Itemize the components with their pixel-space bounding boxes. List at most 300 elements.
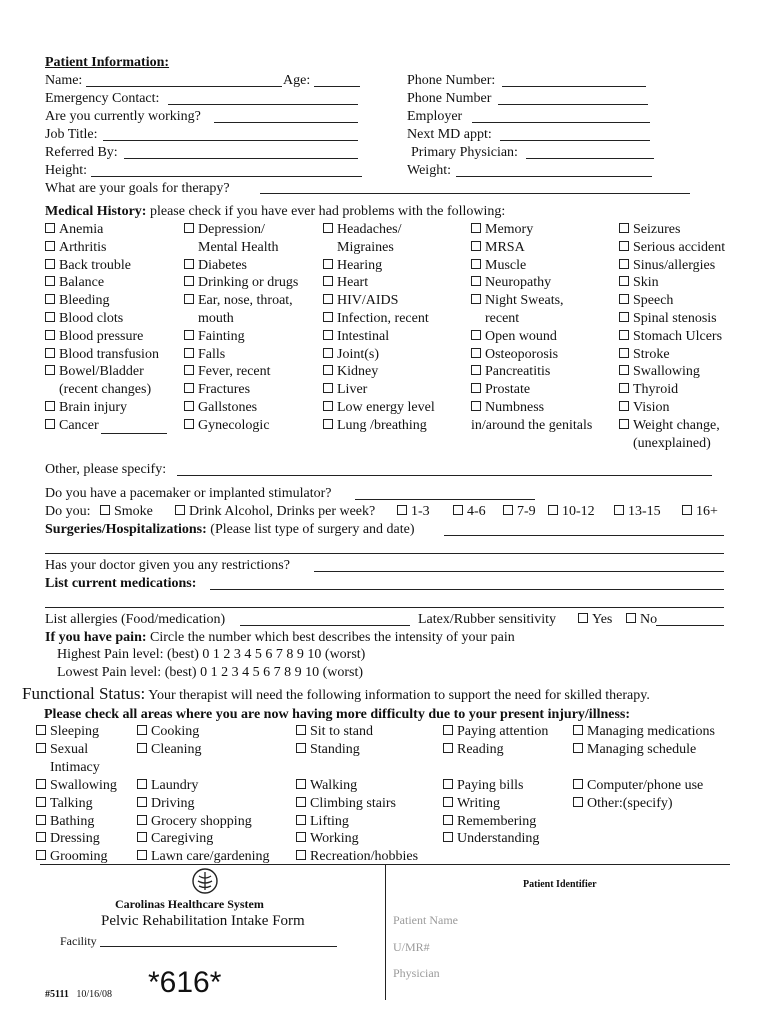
height-label: Height:	[45, 163, 87, 178]
mh-condition-label: Kidney	[337, 364, 379, 380]
patient-identifier-label: Patient Identifier	[523, 879, 597, 890]
mh-condition-checkbox[interactable]	[184, 348, 194, 358]
mh-condition-checkbox[interactable]	[323, 365, 333, 375]
mh-condition-checkbox[interactable]	[184, 259, 194, 269]
mh-condition-item[interactable]	[323, 292, 398, 309]
mh-condition-label: Pancreatitis	[485, 364, 551, 380]
goals-field[interactable]	[260, 193, 690, 194]
mh-condition-item[interactable]	[184, 381, 250, 398]
restrictions-label: Has your doctor given you any restrictions?	[45, 558, 290, 573]
fs-activity-checkbox[interactable]	[296, 725, 306, 735]
mh-condition-checkbox[interactable]	[45, 401, 55, 411]
mh-condition-checkbox[interactable]	[471, 241, 481, 251]
drinks-option[interactable]	[397, 503, 430, 520]
smoke-checkbox[interactable]	[100, 505, 110, 515]
mh-condition-checkbox[interactable]	[619, 276, 629, 286]
next-md-field[interactable]	[500, 140, 650, 141]
fs-activity-label: Talking	[50, 795, 93, 811]
latex-yes-checkbox[interactable]	[578, 613, 588, 623]
fs-activity-checkbox[interactable]	[296, 779, 306, 789]
fs-activity-checkbox[interactable]	[36, 779, 46, 789]
mh-condition-item[interactable]	[184, 221, 265, 238]
fs-activity-label: Laundry	[151, 777, 199, 793]
fs-activity-item[interactable]	[296, 777, 357, 794]
mh-condition-item[interactable]	[45, 346, 159, 363]
surgeries-field-2[interactable]	[45, 553, 724, 554]
mh-condition-item[interactable]	[619, 292, 673, 309]
drink-checkbox[interactable]	[175, 505, 185, 515]
fs-activity-label: Sleeping	[50, 724, 99, 739]
mh-condition-item[interactable]	[184, 399, 257, 416]
fs-activity-checkbox[interactable]	[137, 797, 147, 807]
mh-condition-label: Thyroid	[633, 382, 679, 398]
mh-condition-checkbox[interactable]	[619, 348, 629, 358]
mh-condition-item[interactable]	[619, 310, 717, 327]
fs-activity-item[interactable]	[573, 741, 696, 758]
drinks-option-label: 10-12	[562, 504, 595, 519]
mh-condition-checkbox[interactable]	[619, 419, 629, 429]
fs-activity-checkbox[interactable]	[36, 743, 46, 753]
mh-condition-item[interactable]	[323, 328, 389, 345]
fs-activity-item[interactable]	[443, 741, 504, 758]
mh-condition-checkbox[interactable]	[471, 330, 481, 340]
mh-condition-label: Blood pressure	[59, 328, 144, 344]
mh-condition-item[interactable]	[471, 399, 544, 416]
mh-condition-item[interactable]	[184, 328, 245, 345]
mh-condition-item[interactable]	[471, 328, 557, 345]
fs-activity-item[interactable]	[36, 813, 94, 830]
mh-condition-checkbox[interactable]	[184, 419, 194, 429]
restrictions-field[interactable]	[314, 571, 724, 572]
mh-condition-item[interactable]	[619, 399, 670, 416]
org-name: Carolinas Healthcare System	[115, 897, 264, 911]
physician-label: Physician	[393, 966, 440, 980]
fs-activity-label: Lawn care/gardening	[151, 849, 270, 865]
emergency-contact-field[interactable]	[168, 104, 358, 105]
drinks-option-label: 13-15	[628, 504, 661, 519]
mh-condition-item[interactable]	[45, 257, 131, 274]
mh-condition-checkbox[interactable]	[323, 383, 333, 393]
mh-condition-checkbox[interactable]	[45, 241, 55, 251]
fs-activity-item[interactable]	[296, 723, 373, 740]
form-number	[45, 986, 112, 1003]
fs-activity-checkbox[interactable]	[443, 725, 453, 735]
functional-heading-row: Functional Status: Your therapist will need the following information to support the need for skilled therapy.	[22, 684, 650, 703]
mh-condition-label: Osteoporosis	[485, 346, 559, 362]
fs-activity-checkbox[interactable]	[137, 779, 147, 789]
fs-activity-label: Climbing stairs	[310, 795, 396, 811]
fs-activity-checkbox[interactable]	[137, 850, 147, 860]
mh-condition-item[interactable]	[619, 221, 680, 238]
mh-condition-item[interactable]	[184, 292, 293, 309]
mh-condition-checkbox[interactable]	[45, 312, 55, 322]
mh-condition-checkbox[interactable]	[45, 223, 55, 233]
phone2-field[interactable]	[498, 104, 648, 105]
fs-activity-label: Cooking	[151, 724, 200, 739]
mh-condition-label: Blood clots	[59, 311, 124, 326]
mh-condition-item[interactable]	[45, 221, 103, 238]
mh-condition-item[interactable]	[323, 346, 379, 363]
fs-activity-item[interactable]	[573, 795, 673, 812]
mh-condition-checkbox[interactable]	[323, 419, 333, 429]
drinks-checkbox[interactable]	[682, 505, 692, 515]
fs-activity-label: Managing schedule	[587, 741, 697, 757]
fs-activity-item[interactable]	[573, 723, 715, 740]
mh-condition-checkbox[interactable]	[45, 330, 55, 340]
mh-condition-item[interactable]	[323, 381, 367, 398]
drinks-option-label: 7-9	[517, 504, 536, 519]
fs-activity-checkbox[interactable]	[137, 832, 147, 842]
mh-condition-label: Spinal stenosis	[633, 311, 717, 326]
mh-condition-item[interactable]	[471, 346, 558, 363]
mh-condition-label: Prostate	[485, 382, 531, 398]
fs-activity-item[interactable]	[36, 848, 108, 865]
mh-condition-label: Speech	[633, 293, 674, 309]
fs-activity-label: Swallowing	[50, 777, 117, 793]
mh-condition-item[interactable]	[471, 239, 525, 256]
fs-activity-checkbox[interactable]	[573, 779, 583, 789]
latex-no[interactable]	[626, 611, 657, 628]
facility-label: Facility	[60, 934, 97, 948]
mh-condition-checkbox[interactable]	[45, 294, 55, 304]
mh-condition-item[interactable]	[184, 346, 225, 363]
name-field[interactable]	[86, 86, 282, 87]
mh-condition-checkbox[interactable]	[619, 383, 629, 393]
mh-condition-item[interactable]	[184, 363, 271, 380]
fs-activity-item	[50, 759, 100, 776]
mh-condition-item[interactable]	[45, 363, 144, 380]
mh-condition-checkbox[interactable]	[471, 259, 481, 269]
fs-activity-checkbox[interactable]	[573, 743, 583, 753]
mh-condition-label: Lung /breathing	[337, 417, 427, 433]
fs-activity-label: Recreation/hobbies	[310, 849, 419, 865]
latex-yes[interactable]	[578, 611, 612, 628]
mh-condition-label: Drinking or drugs	[198, 275, 299, 291]
mh-condition-item[interactable]	[619, 346, 670, 363]
fs-activity-checkbox[interactable]	[573, 797, 583, 807]
employer-field[interactable]	[472, 122, 650, 123]
fs-activity-checkbox[interactable]	[137, 743, 147, 753]
lowest-pain-scale[interactable]: Lowest Pain level: (best) 0 1 2 3 4 5 6 7 8 9 10 (worst)	[57, 665, 364, 680]
mh-condition-checkbox[interactable]	[323, 330, 333, 340]
mh-condition-label: Mental Health	[198, 239, 279, 255]
mh-condition-item[interactable]	[471, 221, 533, 238]
fs-activity-checkbox[interactable]	[137, 815, 147, 825]
age-field[interactable]	[314, 86, 360, 87]
mh-condition-item[interactable]	[184, 274, 298, 291]
mh-condition-item[interactable]	[45, 328, 143, 345]
fs-activity-checkbox[interactable]	[36, 832, 46, 842]
fs-activity-checkbox[interactable]	[296, 797, 306, 807]
mh-condition-checkbox[interactable]	[619, 312, 629, 322]
fs-activity-checkbox[interactable]	[36, 797, 46, 807]
mh-condition-label: Cancer	[59, 417, 99, 433]
mh-condition-label: Brain injury	[59, 400, 128, 415]
mh-condition-checkbox[interactable]	[45, 259, 55, 269]
mh-condition-item[interactable]	[45, 310, 123, 327]
height-field[interactable]	[91, 176, 362, 177]
mh-condition-checkbox[interactable]	[471, 348, 481, 358]
fs-activity-checkbox[interactable]	[36, 815, 46, 825]
functional-intro: Your therapist will need the following information to support the need for skilled therapy.	[148, 688, 650, 703]
fs-activity-item[interactable]	[137, 795, 195, 812]
fs-activity-item[interactable]	[443, 813, 536, 830]
mh-condition-item[interactable]	[323, 399, 435, 416]
drinks-option[interactable]	[614, 503, 661, 520]
mh-condition-item[interactable]	[184, 417, 270, 434]
fs-activity-label: Cleaning	[151, 741, 202, 757]
fs-activity-checkbox[interactable]	[443, 832, 453, 842]
mh-condition-item[interactable]	[619, 417, 720, 434]
drink-option[interactable]	[175, 503, 375, 520]
primary-physician-label: Primary Physician:	[411, 145, 518, 160]
mh-condition-item[interactable]	[323, 363, 378, 380]
mh-condition-label: Fractures	[198, 382, 251, 398]
latex-no-field[interactable]	[656, 625, 724, 626]
mh-condition-item	[633, 435, 711, 452]
mh-condition-label: Skin	[633, 275, 659, 291]
fs-activity-item[interactable]	[443, 723, 548, 740]
fs-activity-item[interactable]	[443, 830, 539, 847]
mh-condition-item[interactable]	[323, 417, 427, 434]
mh-condition-checkbox[interactable]	[323, 294, 333, 304]
fs-activity-checkbox[interactable]	[443, 815, 453, 825]
surgeries-field[interactable]	[444, 535, 724, 536]
mh-condition-label: Anemia	[59, 222, 104, 237]
fs-activity-item[interactable]	[573, 777, 703, 794]
mh-condition-item[interactable]	[619, 239, 725, 256]
mh-condition-checkbox[interactable]	[619, 330, 629, 340]
patient-name-label: Patient Name	[393, 913, 458, 927]
mh-condition-checkbox[interactable]	[323, 312, 333, 322]
medical-history-instruction: please check if you have ever had problems with the following:	[149, 204, 506, 219]
primary-physician-field[interactable]	[526, 158, 654, 159]
job-title-field[interactable]	[103, 140, 358, 141]
mh-condition-item[interactable]	[323, 310, 429, 327]
mh-condition-checkbox[interactable]	[471, 365, 481, 375]
fs-activity-checkbox[interactable]	[296, 850, 306, 860]
fs-activity-label: Caregiving	[151, 831, 214, 847]
mh-condition-label: Gynecologic	[198, 417, 270, 433]
mh-condition-item[interactable]	[45, 274, 104, 291]
mh-condition-item[interactable]	[45, 239, 106, 256]
highest-pain-scale[interactable]: Highest Pain level: (best) 0 1 2 3 4 5 6 7 8 9 10 (worst)	[57, 647, 366, 662]
fs-activity-checkbox[interactable]	[443, 797, 453, 807]
mh-condition-item[interactable]	[45, 417, 99, 434]
mh-condition-checkbox[interactable]	[471, 294, 481, 304]
smoke-option[interactable]	[100, 503, 153, 520]
fs-activity-checkbox[interactable]	[137, 725, 147, 735]
fs-activity-label: Standing	[310, 741, 360, 757]
mh-condition-checkbox[interactable]	[45, 419, 55, 429]
mh-condition-label: Night Sweats,	[485, 293, 564, 309]
next-md-label: Next MD appt:	[407, 127, 492, 142]
fs-activity-checkbox[interactable]	[296, 815, 306, 825]
mh-condition-label: Seizures	[633, 222, 681, 237]
mh-condition-item[interactable]	[619, 328, 722, 345]
allergies-field[interactable]	[240, 625, 410, 626]
mh-condition-checkbox[interactable]	[471, 276, 481, 286]
other-field[interactable]	[177, 475, 712, 476]
mh-condition-item	[337, 239, 394, 256]
mh-condition-item[interactable]	[471, 363, 550, 380]
pacemaker-field[interactable]	[355, 499, 535, 500]
mh-condition-checkbox[interactable]	[619, 401, 629, 411]
mh-condition-label: Arthritis	[59, 239, 107, 255]
fs-activity-item[interactable]	[443, 777, 524, 794]
mh-condition-label: Falls	[198, 346, 226, 362]
mh-condition-checkbox[interactable]	[323, 276, 333, 286]
mh-condition-label: Depression/	[198, 222, 265, 237]
mh-condition-label: Bleeding	[59, 293, 110, 309]
medications-text: List current medications	[45, 576, 192, 591]
weight-field[interactable]	[456, 176, 652, 177]
drinks-checkbox[interactable]	[503, 505, 513, 515]
drinks-option[interactable]	[682, 503, 718, 520]
fs-activity-item[interactable]	[296, 741, 360, 758]
mh-condition-label: Liver	[337, 382, 368, 398]
mh-condition-item[interactable]	[619, 363, 700, 380]
weight-label: Weight:	[407, 163, 451, 178]
mh-condition-checkbox[interactable]	[323, 259, 333, 269]
mh-condition-label: Low energy level	[337, 400, 435, 415]
referred-by-field[interactable]	[124, 158, 358, 159]
mh-condition-checkbox[interactable]	[45, 276, 55, 286]
mh-condition-checkbox[interactable]	[471, 383, 481, 393]
other-label: Other, please specify:	[45, 462, 167, 477]
mh-condition-checkbox[interactable]	[619, 259, 629, 269]
mh-condition-checkbox[interactable]	[184, 276, 194, 286]
fs-activity-checkbox[interactable]	[443, 743, 453, 753]
drinks-checkbox[interactable]	[397, 505, 407, 515]
fs-activity-item[interactable]	[137, 813, 252, 830]
mh-condition-item[interactable]	[619, 257, 715, 274]
fs-activity-item[interactable]	[36, 741, 88, 758]
fs-activity-item[interactable]	[36, 723, 99, 740]
fs-activity-label: Working	[310, 831, 359, 847]
mh-condition-checkbox[interactable]	[619, 294, 629, 304]
mh-condition-label: HIV/AIDS	[337, 293, 399, 309]
fs-activity-label: Intimacy	[50, 759, 100, 775]
mh-condition-checkbox[interactable]	[471, 223, 481, 233]
mh-condition-checkbox[interactable]	[45, 348, 55, 358]
fs-activity-checkbox[interactable]	[296, 832, 306, 842]
mh-condition-checkbox[interactable]	[184, 294, 194, 304]
mh-condition-checkbox[interactable]	[184, 330, 194, 340]
mh-condition-item	[198, 239, 278, 256]
drinks-checkbox[interactable]	[453, 505, 463, 515]
mh-condition-checkbox[interactable]	[45, 365, 55, 375]
drink-label: Drink Alcohol, Drinks per week?	[189, 504, 376, 519]
drinks-checkbox[interactable]	[614, 505, 624, 515]
umr-label: U/MR#	[393, 940, 430, 954]
fs-activity-checkbox[interactable]	[296, 743, 306, 753]
fs-activity-item[interactable]	[296, 813, 349, 830]
fs-activity-item[interactable]	[36, 777, 117, 794]
mh-condition-item[interactable]	[619, 274, 659, 291]
mh-condition-item[interactable]	[323, 274, 368, 291]
drinks-option[interactable]	[548, 503, 595, 520]
mh-condition-item[interactable]	[323, 257, 382, 274]
fs-activity-checkbox[interactable]	[573, 725, 583, 735]
mh-condition-label: Open wound	[485, 328, 557, 344]
fs-activity-item[interactable]	[296, 848, 418, 865]
mh-condition-item[interactable]	[184, 257, 247, 274]
fs-activity-item[interactable]	[296, 795, 396, 812]
working-label: Are you currently working?	[45, 109, 201, 124]
working-field[interactable]	[214, 122, 358, 123]
mh-condition-item[interactable]	[471, 381, 530, 398]
mh-condition-label: (recent changes)	[59, 382, 152, 398]
mh-condition-item[interactable]	[45, 399, 127, 416]
drinks-option[interactable]	[503, 503, 536, 520]
facility-field[interactable]	[100, 946, 337, 947]
barcode-text: *616*	[148, 966, 222, 999]
fs-activity-item[interactable]	[137, 830, 213, 847]
fs-activity-item[interactable]	[137, 741, 202, 758]
mh-condition-label: Ear, nose, throat,	[198, 293, 293, 309]
drinks-checkbox[interactable]	[548, 505, 558, 515]
age-label: Age:	[283, 73, 311, 88]
mh-condition-label: Diabetes	[198, 257, 247, 273]
fs-activity-label: Grocery shopping	[151, 813, 252, 829]
mh-condition-item[interactable]	[471, 292, 564, 309]
fs-activity-item[interactable]	[36, 830, 100, 847]
phone1-field[interactable]	[502, 86, 646, 87]
form-no: #5111	[45, 989, 69, 1000]
mh-condition-checkbox[interactable]	[323, 401, 333, 411]
fs-activity-checkbox[interactable]	[36, 725, 46, 735]
fs-activity-item[interactable]	[137, 723, 199, 740]
latex-no-checkbox[interactable]	[626, 613, 636, 623]
mh-condition-checkbox[interactable]	[323, 223, 333, 233]
drinks-option-label: 4-6	[467, 504, 486, 519]
medications-field[interactable]	[210, 589, 724, 590]
fs-activity-checkbox[interactable]	[443, 779, 453, 789]
mh-condition-checkbox[interactable]	[184, 223, 194, 233]
mh-condition-checkbox[interactable]	[184, 365, 194, 375]
mh-condition-item[interactable]	[323, 221, 402, 238]
mh-condition-label: Blood transfusion	[59, 346, 159, 362]
drinks-option[interactable]	[453, 503, 486, 520]
mh-condition-checkbox[interactable]	[619, 223, 629, 233]
mh-condition-label: Migraines	[337, 239, 394, 255]
mh-condition-checkbox[interactable]	[619, 241, 629, 251]
fs-activity-checkbox[interactable]	[36, 850, 46, 860]
fs-activity-label: Other:(specify)	[587, 795, 673, 811]
fs-activity-item[interactable]	[137, 777, 198, 794]
mh-condition-item[interactable]	[45, 292, 110, 309]
mh-condition-item[interactable]	[471, 274, 551, 291]
mh-condition-checkbox[interactable]	[471, 401, 481, 411]
mh-condition-item[interactable]	[471, 257, 526, 274]
fs-activity-item[interactable]	[443, 795, 500, 812]
fs-activity-item[interactable]	[36, 795, 93, 812]
mh-condition-checkbox[interactable]	[184, 401, 194, 411]
medications-field-2[interactable]	[45, 607, 724, 608]
mh-condition-checkbox[interactable]	[323, 348, 333, 358]
cancer-field[interactable]	[101, 433, 167, 434]
drinks-option-label: 1-3	[411, 504, 430, 519]
fs-activity-item[interactable]	[296, 830, 359, 847]
fs-activity-item[interactable]	[137, 848, 270, 865]
mh-condition-checkbox[interactable]	[619, 365, 629, 375]
mh-condition-label: Heart	[337, 275, 369, 291]
emergency-contact-label: Emergency Contact:	[45, 91, 160, 106]
mh-condition-label: Muscle	[485, 257, 527, 273]
mh-condition-checkbox[interactable]	[184, 383, 194, 393]
mh-condition-item[interactable]	[619, 381, 678, 398]
